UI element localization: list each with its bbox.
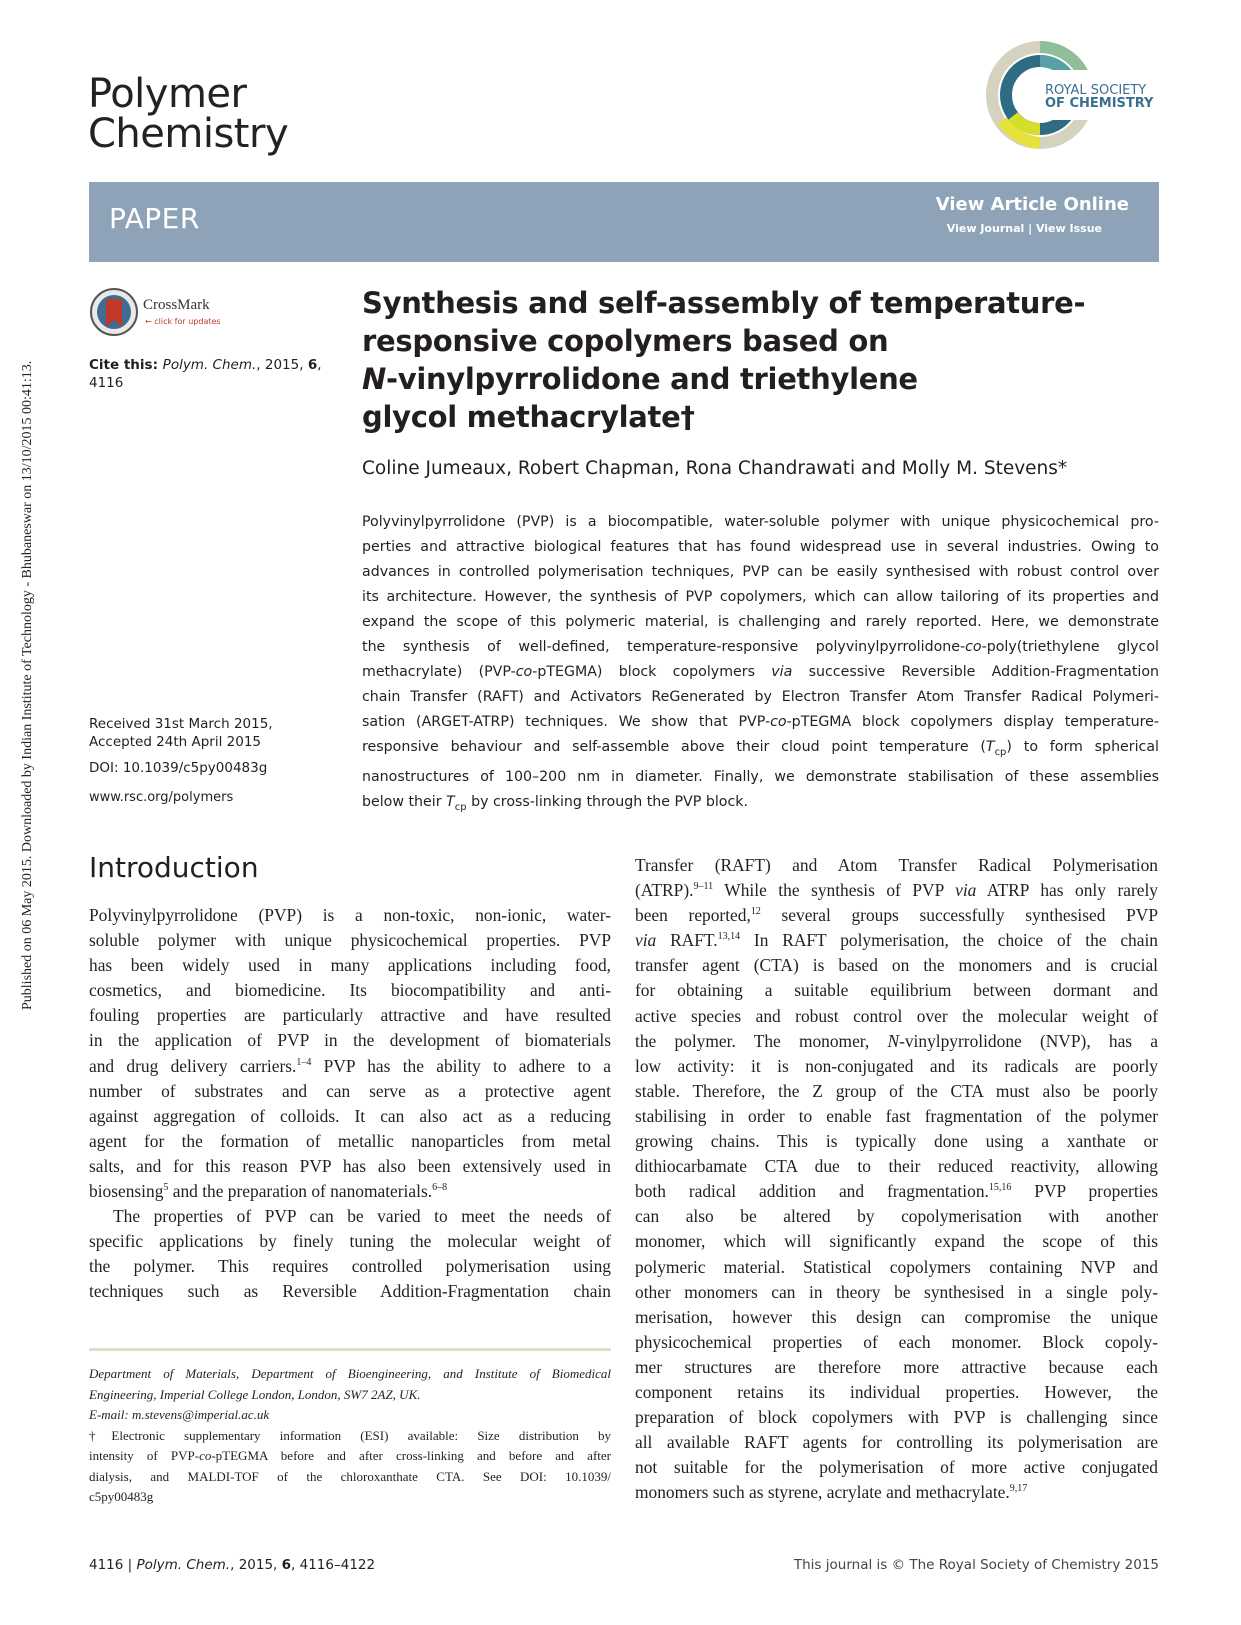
body-line: for obtaining a suitable equilibrium between dormant and xyxy=(635,980,1158,1001)
abstract-text: -pTEGMA block copolymers display temperature- xyxy=(786,714,1159,730)
abstract-line xyxy=(362,660,1159,685)
esi-note-line: dialysis, and MALDI-TOF of the chloroxanthate CTA. See DOI: 10.1039/ xyxy=(89,1468,611,1484)
body-line: Transfer (RAFT) and Atom Transfer Radical Polymerisation xyxy=(635,855,1158,875)
body-line xyxy=(635,903,1158,928)
body-text: and the preparation of nanomaterials. xyxy=(168,1181,433,1202)
journal-title-line1: Polymer xyxy=(88,71,247,117)
body-line: transfer agent (CTA) is based on the monomers and is crucial xyxy=(635,955,1158,976)
body-line: preparation of block copolymers with PVP is challenging since xyxy=(635,1407,1158,1428)
article-title xyxy=(362,284,1162,436)
abstract-line: advances in controlled polymerisation techniques, PVP can be easily synthesised with robust control over xyxy=(362,564,1159,580)
esi-text: -pTEGMA before and after cross-linking and before and after xyxy=(211,1448,611,1463)
body-text: and drug delivery carriers. xyxy=(89,1055,297,1076)
body-line: can also be altered by copolymerisation with another xyxy=(635,1206,1158,1227)
body-line: dithiocarbamate CTA due to their reduced reactivity, allowing xyxy=(635,1156,1158,1177)
title-line2: responsive copolymers based on xyxy=(362,324,889,358)
abstract-text: methacrylate) (PVP- xyxy=(362,664,516,680)
body-column-right xyxy=(635,853,1158,1505)
esi-note-line: †Electronic supplementary information (ESI) available: Size distribution by xyxy=(89,1427,611,1443)
abstract-line: chain Transfer (RAFT) and Activators ReGenerated by Electron Transfer Atom Transfer Radical Polymeri- xyxy=(362,689,1159,705)
author-email[interactable]: E-mail: m.stevens@imperial.ac.uk xyxy=(89,1407,270,1422)
crossmark-icon xyxy=(89,287,139,337)
journal-website-link[interactable]: www.rsc.org/polymers xyxy=(89,790,234,805)
view-issue-link[interactable]: View Issue xyxy=(1035,222,1102,235)
body-line: techniques such as Reversible Addition-Fragmentation chain xyxy=(89,1281,611,1302)
page-number: 4116 xyxy=(89,1557,124,1573)
body-line: mer structures are therefore more attractive because each xyxy=(635,1356,1158,1377)
abstract-subscript: cp xyxy=(454,801,467,813)
body-line xyxy=(635,928,1158,953)
cite-year: , 2015, xyxy=(256,357,308,373)
title-line3-rest: -vinylpyrrolidone and triethylene xyxy=(385,362,918,396)
body-line: number of substrates and can serve as a protective agent xyxy=(89,1080,611,1101)
body-italic: N xyxy=(887,1030,900,1051)
footnotes xyxy=(89,1364,611,1508)
abstract-text: ) to form spherical xyxy=(1006,739,1159,755)
abstract-line: its architecture. However, the synthesis of PVP copolymers, which can allow tailoring of its properties and xyxy=(362,589,1159,605)
body-text: While the synthesis of PVP xyxy=(713,880,956,901)
esi-doi[interactable]: c5py00483g xyxy=(89,1489,154,1504)
esi-italic: co xyxy=(199,1448,212,1463)
body-text: both radical addition and fragmentation. xyxy=(635,1181,989,1202)
body-line: monomer, which will significantly expand the scope of this xyxy=(635,1231,1158,1252)
body-line: has been widely used in many applications including food, xyxy=(89,955,611,976)
abstract-subscript: cp xyxy=(994,746,1007,758)
abstract-text: the synthesis of well-defined, temperature-responsive polyvinylpyrrolidone- xyxy=(362,639,966,655)
affiliation-line: Department of Materials, Department of Bioengineering, and Institute of Biomedical xyxy=(89,1366,611,1381)
reference-link[interactable]: 13,14 xyxy=(717,931,741,943)
abstract-line xyxy=(362,635,1159,660)
body-text: several groups successfully synthesised PVP xyxy=(760,905,1158,926)
body-line: agent for the formation of metallic nanoparticles from metal xyxy=(89,1130,611,1151)
body-line: salts, and for this reason PVP has also been extensively used in xyxy=(89,1155,611,1176)
esi-note-line xyxy=(89,1446,611,1467)
body-line: The properties of PVP can be varied to meet the needs of xyxy=(113,1206,611,1227)
reference-link[interactable]: 6–8 xyxy=(432,1182,448,1194)
abstract xyxy=(362,510,1159,820)
body-line: growing chains. This is typically done using a xanthate or xyxy=(635,1131,1158,1152)
abstract-text: successive Reversible Addition-Fragmentation xyxy=(792,664,1159,680)
footer-volume: 6 xyxy=(281,1557,292,1573)
citation xyxy=(89,356,329,392)
body-line: soluble polymer with unique physicochemical properties. PVP xyxy=(89,930,611,951)
cite-page: 4116 xyxy=(89,375,124,391)
body-italic: via xyxy=(635,930,657,951)
body-text: (ATRP). xyxy=(635,880,694,901)
footer-year: , 2015, xyxy=(230,1557,282,1573)
affiliation-line: Engineering, Imperial College London, London, SW7 2AZ, UK. xyxy=(89,1386,421,1402)
body-line: physicochemical properties of each monomer. Block copoly- xyxy=(635,1331,1158,1352)
body-line: cosmetics, and biomedicine. Its biocompatibility and anti- xyxy=(89,980,611,1001)
doi[interactable]: DOI: 10.1039/c5py00483g xyxy=(89,760,268,776)
abstract-text: -pTEGMA) block copolymers xyxy=(532,664,772,680)
body-text: been reported, xyxy=(635,905,751,926)
abstract-line: expand the scope of this polymeric material, is challenging and rarely reported. Here, we demonstrate xyxy=(362,614,1159,630)
cite-sep: , xyxy=(317,357,322,373)
cite-journal: Polym. Chem. xyxy=(162,357,257,373)
title-line3 xyxy=(362,360,1162,398)
body-text: ATRP has only rarely xyxy=(976,880,1158,901)
body-line xyxy=(635,1480,1158,1505)
body-line: other monomers can in theory be synthesised in a single poly- xyxy=(635,1281,1158,1302)
body-text: PVP properties xyxy=(1011,1181,1158,1202)
title-italic-n: N xyxy=(362,362,386,396)
view-article-online-link[interactable]: View Article Online xyxy=(935,194,1129,215)
reference-link[interactable]: 5 xyxy=(163,1182,169,1194)
abstract-italic: co xyxy=(515,664,533,680)
reference-link[interactable]: 9,17 xyxy=(1009,1483,1028,1495)
body-line: active species and robust control over the molecular weight of xyxy=(635,1005,1158,1026)
abstract-text: by cross-linking through the PVP block. xyxy=(466,793,748,810)
abstract-line: Polyvinylpyrrolidone (PVP) is a biocompatible, water-soluble polymer with unique physicochemical pro- xyxy=(362,514,1159,530)
abstract-line xyxy=(362,735,1159,765)
body-text: RAFT. xyxy=(656,930,718,951)
footnote-divider xyxy=(89,1348,611,1351)
received-dates xyxy=(89,715,273,751)
abstract-italic: via xyxy=(771,664,793,680)
rsc-logo-line2: OF CHEMISTRY xyxy=(1045,96,1154,111)
author-list: Coline Jumeaux, Robert Chapman, Rona Chandrawati and Molly M. Stevens* xyxy=(362,458,1068,479)
accepted-date: Accepted 24th April 2015 xyxy=(89,734,261,750)
rsc-logo-text xyxy=(1045,84,1153,110)
abstract-italic: co xyxy=(770,714,787,730)
download-note-text: Published on 06 May 2015. Downloaded by Indian Institute of Technology - Bhubaneswar on 13/10/2015 00:41:13. xyxy=(20,360,35,1010)
abstract-italic: co xyxy=(965,639,982,655)
body-line: stabilising in order to enable fast fragmentation of the polymer xyxy=(635,1105,1158,1126)
title-line1: Synthesis and self-assembly of temperature- xyxy=(362,286,1086,320)
body-text: biosensing xyxy=(89,1181,164,1202)
view-links xyxy=(947,222,1102,235)
abstract-text: below their xyxy=(362,793,447,810)
body-line: the polymer. This requires controlled polymerisation using xyxy=(89,1256,611,1277)
abstract-italic: T xyxy=(985,739,995,755)
received-date: Received 31st March 2015, xyxy=(89,716,273,732)
body-column-left xyxy=(89,903,611,1305)
journal-title xyxy=(88,71,289,157)
body-line xyxy=(635,1179,1158,1204)
body-text: PVP has the ability to adhere to a xyxy=(311,1055,611,1076)
body-line: against aggregation of colloids. It can also act as a reducing xyxy=(89,1105,611,1126)
body-text: the polymer. The monomer, xyxy=(635,1030,888,1051)
crossmark-sub-text: click for updates xyxy=(154,317,221,326)
page-footer-citation xyxy=(89,1557,375,1573)
body-line: all available RAFT agents for controlling its polymerisation are xyxy=(635,1432,1158,1453)
body-text: In RAFT polymerisation, the choice of the chain xyxy=(740,930,1158,951)
title-line4: glycol methacrylate† xyxy=(362,400,695,434)
body-line: fouling properties are particularly attractive and have resulted xyxy=(89,1005,611,1026)
footer-sep: | xyxy=(123,1557,137,1573)
reference-link[interactable]: 9–11 xyxy=(693,881,714,893)
body-text: -vinylpyrrolidone (NVP), has a xyxy=(899,1030,1158,1051)
reference-link[interactable]: 15,16 xyxy=(988,1182,1012,1194)
body-line: component retains its individual properties. However, the xyxy=(635,1381,1158,1402)
rsc-logo-line1: ROYAL SOCIETY xyxy=(1045,83,1147,98)
footer-journal: Polym. Chem. xyxy=(136,1557,231,1573)
abstract-text: responsive behaviour and self-assemble above their cloud point temperature ( xyxy=(362,739,986,755)
body-line: stable. Therefore, the Z group of the CTA must also be poorly xyxy=(635,1080,1158,1101)
crossmark-button[interactable] xyxy=(89,287,239,339)
body-line: low activity: it is non-conjugated and its radicals are poorly xyxy=(635,1055,1158,1076)
cite-prefix: Cite this: xyxy=(89,357,163,373)
article-type-banner xyxy=(89,182,1159,262)
reference-link[interactable]: 1–4 xyxy=(296,1056,312,1068)
abstract-italic: T xyxy=(446,793,455,810)
body-line xyxy=(635,1029,1158,1054)
body-line: Polyvinylpyrrolidone (PVP) is a non-toxic, non-ionic, water- xyxy=(89,905,611,925)
body-line xyxy=(89,1054,611,1079)
body-line: in the application of PVP in the development of biomaterials xyxy=(89,1030,611,1051)
body-text: monomers such as styrene, acrylate and methacrylate. xyxy=(635,1482,1010,1503)
reference-link[interactable]: 12 xyxy=(750,906,761,918)
abstract-line: perties and attractive biological features that has found widespread use in several industries. Owing to xyxy=(362,539,1159,555)
abstract-line: nanostructures of 100–200 nm in diameter. Finally, we demonstrate stabilisation of these assemblies xyxy=(362,768,1159,785)
body-line: merisation, however this design can compromise the unique xyxy=(635,1306,1158,1327)
body-line: polymeric material. Statistical copolymers containing NVP and xyxy=(635,1256,1158,1277)
link-separator: | xyxy=(1024,222,1036,235)
esi-text: intensity of PVP- xyxy=(89,1448,200,1463)
article-type: PAPER xyxy=(109,202,200,235)
abstract-text: sation (ARGET-ATRP) techniques. We show that PVP- xyxy=(362,714,771,730)
crossmark-sublabel: ← click for updates xyxy=(145,317,221,326)
copyright-notice: This journal is © The Royal Society of Chemistry 2015 xyxy=(793,1557,1159,1573)
body-line xyxy=(89,1179,611,1204)
section-heading: Introduction xyxy=(89,851,259,884)
download-note xyxy=(18,230,38,1010)
body-line: specific applications by finely tuning the molecular weight of xyxy=(89,1231,611,1252)
crossmark-label: CrossMark xyxy=(143,297,210,313)
rsc-logo[interactable] xyxy=(985,40,1165,150)
body-line xyxy=(635,878,1158,903)
abstract-line xyxy=(362,790,1159,820)
abstract-line xyxy=(362,710,1159,735)
footer-pages: , 4116–4122 xyxy=(291,1557,376,1573)
body-italic: via xyxy=(955,880,977,901)
view-journal-link[interactable]: View Journal xyxy=(946,222,1025,235)
cite-volume: 6 xyxy=(307,357,318,373)
journal-title-line2: Chemistry xyxy=(88,111,289,157)
body-line: not suitable for the polymerisation of more active conjugated xyxy=(635,1457,1158,1478)
abstract-text: -poly(triethylene glycol xyxy=(981,639,1159,655)
